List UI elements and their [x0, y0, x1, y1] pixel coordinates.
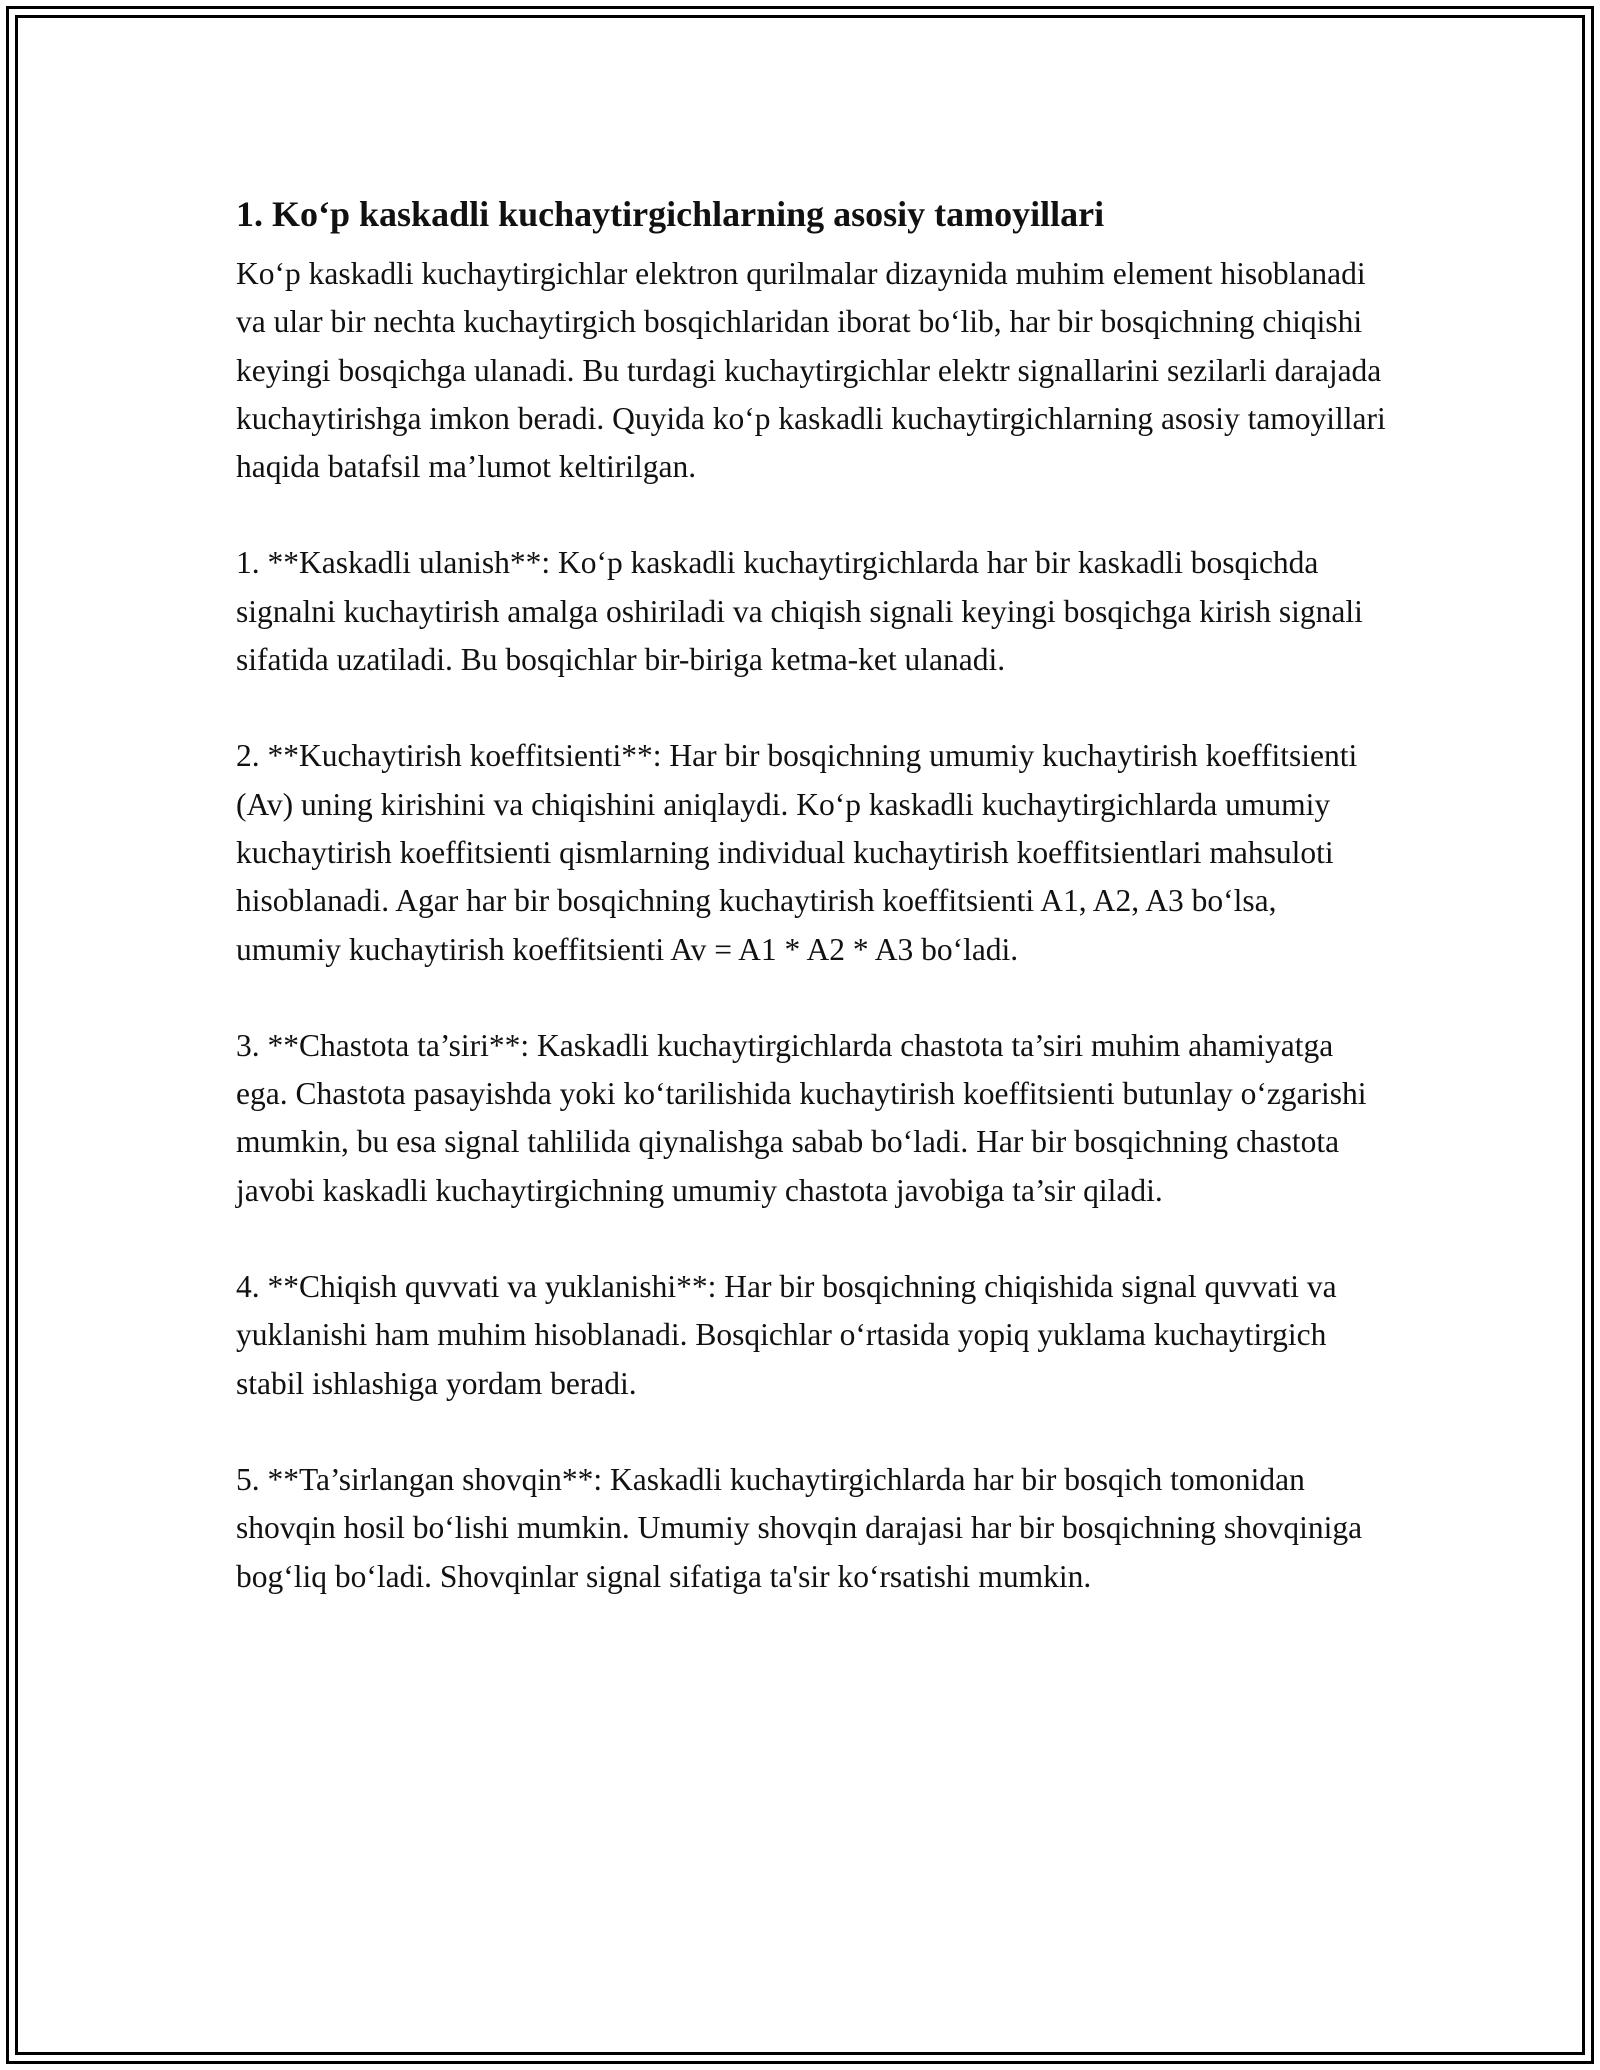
paragraph-cascade-connection: 1. **Kaskadli ulanish**: Ko‘p kaskadli kuchaytirgichlarda har bir kaskadli bosqichda signalni kuchaytirish amalga oshiriladi va chiqish signali keyingi bosqichga kirish signali sifatida uzatiladi. Bu bosqichlar bir-biriga ketma-ket ulanadi.: [236, 545, 1363, 678]
document-title: 1. Ko‘p kaskadli kuchaytirgichlarning asosiy tamoyillari: [236, 194, 1105, 234]
paragraph-frequency-effect: 3. **Chastota ta’siri**: Kaskadli kuchaytirgichlarda chastota ta’siri muhim ahamiyatga ega. Chastota pasayishda yoki ko‘tarilishida kuchaytirish koeffitsienti butunlay o‘zgarishi mumkin, bu esa signal tahlilida qiynalishga sabab bo‘ladi. Har bir bosqichning chastota javobi kaskadli kuchaytirgichning umumiy chastota javobiga ta’sir qiladi.: [236, 1027, 1367, 1208]
intro-paragraph: Ko‘p kaskadli kuchaytirgichlar elektron qurilmalar dizaynida muhim element hisoblanadi va ular bir nechta kuchaytirgich bosqichlaridan iborat bo‘lib, har bir bosqichning chiqishi keyingi bosqichga ulanadi. Bu turdagi kuchaytirgichlar elektr signallarini sezilarli darajada kuchaytirishga imkon beradi. Quyida ko‘p kaskadli kuchaytirgichlarning asosiy tamoyillari haqida batafsil ma’lumot keltirilgan.: [236, 256, 1386, 485]
paragraph-output-power: 4. **Chiqish quvvati va yuklanishi**: Har bir bosqichning chiqishida signal quvvati va yuklanishi ham muhim hisoblanadi. Bosqichlar o‘rtasida yopiq yuklama kuchaytirgich stabil ishlashiga yordam beradi.: [236, 1269, 1337, 1401]
document-body: [236, 190, 1386, 1601]
paragraph-gain-coefficient: 2. **Kuchaytirish koeffitsienti**: Har bir bosqichning umumiy kuchaytirish koeffitsienti (Av) uning kirishini va chiqishini aniqlaydi. Ko‘p kaskadli kuchaytirgichlarda umumiy kuchaytirish koeffitsienti qismlarning individual kuchaytirish koeffitsientlari mahsuloti hisoblanadi. Agar har bir bosqichning kuchaytirish koeffitsienti A1, A2, A3 bo‘lsa, umumiy kuchaytirish koeffitsienti Av = A1 * A2 * A3 bo‘ladi.: [236, 738, 1358, 967]
paragraph-noise: 5. **Ta’sirlangan shovqin**: Kaskadli kuchaytirgichlarda har bir bosqich tomonidan shovqin hosil bo‘lishi mumkin. Umumiy shovqin darajasi har bir bosqichning shovqiniga bog‘liq bo‘ladi. Shovqinlar signal sifatiga ta'sir ko‘rsatishi mumkin.: [236, 1461, 1363, 1594]
